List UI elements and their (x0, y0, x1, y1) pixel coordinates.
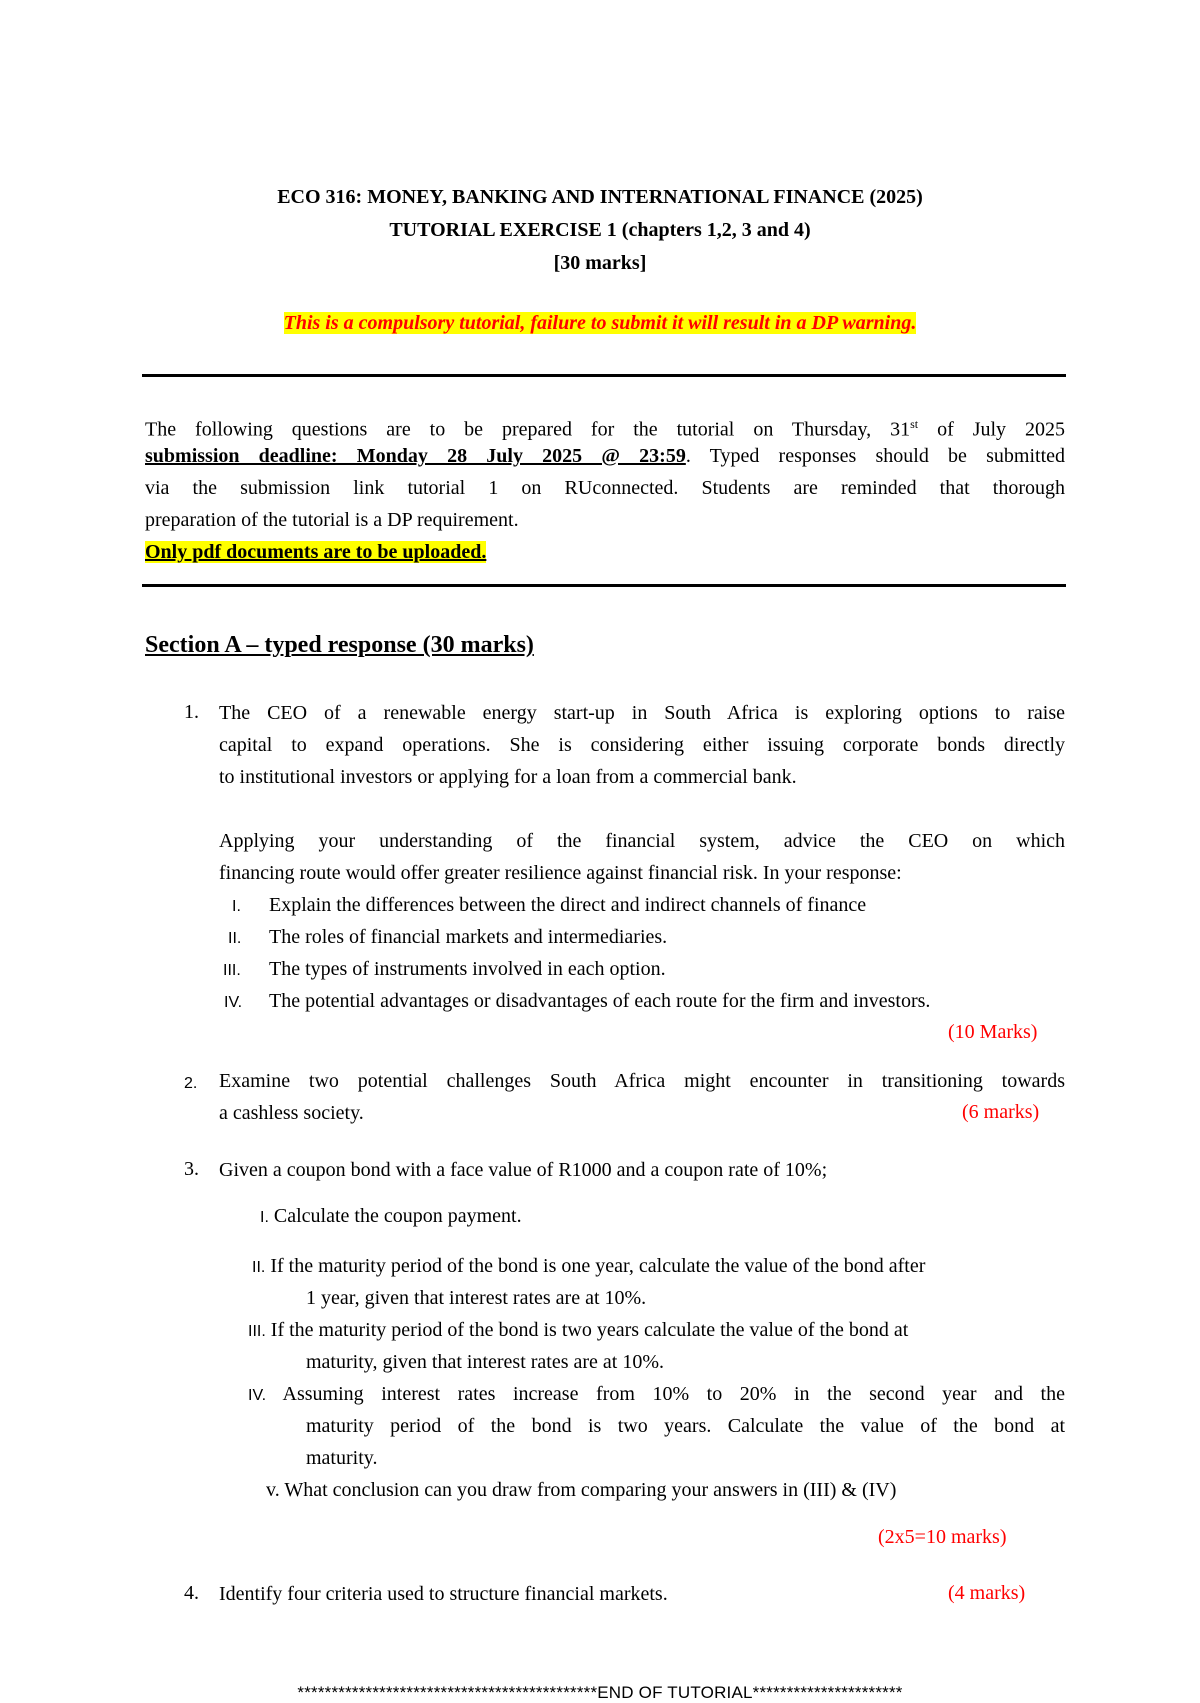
top-divider (142, 374, 1066, 377)
q3-item-ii-line-2: 1 year, given that interest rates are at 10%. (306, 1287, 647, 1309)
question-2-marks: (6 marks) (962, 1101, 1040, 1123)
question-3-number: 3. (184, 1158, 199, 1180)
question-3-intro: Given a coupon bond with a face value of R1000 and a coupon rate of 10%; (219, 1159, 828, 1181)
q1-item-iv-number: IV. (224, 994, 243, 1011)
section-heading: Section A – typed response (30 marks) (145, 632, 534, 658)
q1-item-i: Explain the differences between the direct and indirect channels of finance (269, 894, 867, 916)
question-4-number: 4. (184, 1582, 199, 1604)
intro-line-4: preparation of the tutorial is a DP requirement. (145, 509, 519, 531)
document-subtitle: TUTORIAL EXERCISE 1 (chapters 1,2, 3 and 4) (389, 219, 811, 241)
q1-item-iii: The types of instruments involved in each option. (269, 958, 666, 980)
question-2-line-2: a cashless society. (219, 1102, 364, 1124)
q1-item-i-number: I. (232, 898, 241, 915)
q3-item-v: v. What conclusion can you draw from comparing your answers in (III) & (IV) (266, 1479, 897, 1501)
intro-line-1: The following questions are to be prepared for the tutorial on Thursday, 31st of July 2025 (145, 417, 1065, 441)
q3-item-i: I. Calculate the coupon payment. (260, 1205, 522, 1227)
question-1-para-2-line-1: Applying your understanding of the financial system, advice the CEO on which (219, 830, 1065, 852)
question-3-marks: (2x5=10 marks) (878, 1526, 1007, 1548)
question-1-marks: (10 Marks) (948, 1021, 1038, 1043)
question-1-line-2: capital to expand operations. She is considering either issuing corporate bonds directly (219, 734, 1065, 756)
q1-item-iv: The potential advantages or disadvantages of each route for the firm and investors. (269, 990, 931, 1012)
end-of-tutorial: ********************************************END OF TUTORIAL********************** (297, 1683, 903, 1702)
question-1-line-1: The CEO of a renewable energy start-up in South Africa is exploring options to raise (219, 702, 1065, 724)
question-2-number: 2. (184, 1075, 198, 1092)
q3-item-iii-line-2: maturity, given that interest rates are at 10%. (306, 1351, 665, 1373)
intro-line-2: submission deadline: Monday 28 July 2025 @ 23:59. Typed responses should be submitted (145, 445, 1066, 467)
q1-item-iii-number: III. (223, 962, 241, 979)
q1-item-ii: The roles of financial markets and intermediaries. (269, 926, 668, 948)
question-4-marks: (4 marks) (948, 1582, 1026, 1604)
q3-item-iv-line-2: maturity period of the bond is two years. Calculate the value of the bond at (306, 1415, 1065, 1437)
q3-item-iii: III. If the maturity period of the bond is two years calculate the value of the bond at (248, 1319, 909, 1341)
q3-item-ii: II. If the maturity period of the bond is one year, calculate the value of the bond after (252, 1255, 926, 1277)
q3-item-iv: IV. Assuming interest rates increase from 10% to 20% in the second year and the (248, 1383, 1065, 1405)
total-marks: [30 marks] (553, 252, 647, 274)
question-1-para-2-line-2: financing route would offer greater resilience against financial risk. In your response: (219, 862, 902, 884)
pdf-note: Only pdf documents are to be uploaded. (145, 541, 487, 563)
document-title: ECO 316: MONEY, BANKING AND INTERNATIONAL FINANCE (2025) (277, 186, 923, 208)
bottom-divider (142, 584, 1066, 587)
question-4-text: Identify four criteria used to structure financial markets. (219, 1583, 668, 1605)
submission-deadline: submission deadline: Monday 28 July 2025 @ 23:59 (145, 445, 686, 467)
compulsory-warning (0, 312, 1200, 335)
question-2-line-1: Examine two potential challenges South Africa might encounter in transitioning towards (219, 1070, 1065, 1092)
warning-text: This is a compulsory tutorial, failure to submit it will result in a DP warning. (283, 312, 917, 334)
intro-line-3: via the submission link tutorial 1 on RUconnected. Students are reminded that thorough (145, 477, 1065, 499)
question-1-number: 1. (184, 701, 199, 723)
q3-item-iv-line-3: maturity. (306, 1447, 378, 1469)
question-1-line-3: to institutional investors or applying for a loan from a commercial bank. (219, 766, 797, 788)
q1-item-ii-number: II. (228, 930, 242, 947)
